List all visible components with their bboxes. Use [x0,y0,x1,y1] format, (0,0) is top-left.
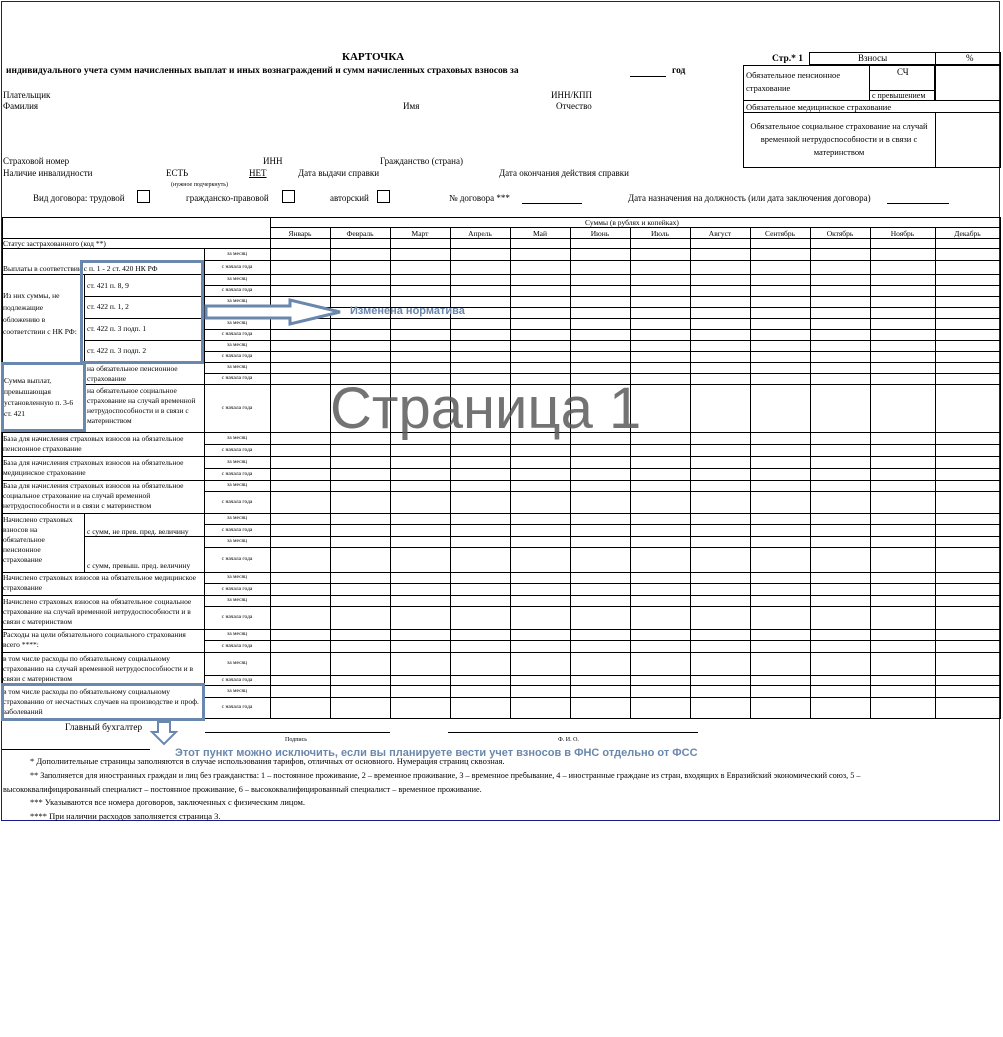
right-arrow-icon [206,300,340,324]
col-vznosy: Взносы [858,53,888,63]
exclude-note: Этот пункт можно исключить, если вы планируете вести учет взносов в ФНС отдельно от ФСС [175,747,698,759]
expenses-total-label: Расходы на цели обязательного социального страхования всего ****: [3,630,186,649]
underline-note: (нужное подчеркнуть) [171,182,228,188]
footnote-separator [2,749,150,750]
period-month-label: за месяц [227,631,247,637]
nontax-group-label: Из них суммы, не подлежащие обложению в соответствии с НК РФ: [3,291,77,336]
period-month-label: за месяц [227,342,247,348]
insurance-no-label: Страховой номер [3,156,70,166]
year-label: год [672,66,686,76]
period-year-label: с начала года [221,446,253,453]
month-header: Апрель [468,229,492,238]
footnote-4: **** При наличии расходов заполняется страница 3. [30,811,221,821]
civil-label: гражданско-правовой [186,193,269,203]
month-header: Февраль [346,229,374,238]
period-month-label: за месяц [227,515,247,521]
doc-title: КАРТОЧКА [342,51,405,63]
period-month-label: за месяц [227,434,247,441]
period-month-label: за месяц [227,298,247,304]
author-label: авторский [330,193,369,203]
down-arrow-icon [152,722,176,744]
footnote-1: * Дополнительные страницы заполняются в случае использования тарифов, отличных от основного. Нумерация страниц сквозная. [30,756,505,766]
expenses-vnim-label: в том числе расходы по обязательному социальному страхованию на случай временной нетрудоспособности и в связи с материнством [3,654,194,683]
contract-type-label: Вид договора: трудовой [33,193,125,203]
appoint-date-label: Дата назначения на должность (или дата заключения договора) [628,193,871,203]
period-month-label: за месяц [227,538,247,544]
month-header: Март [411,229,429,238]
period-year-label: с начала года [221,704,253,710]
contract-no-label: № договора *** [449,193,510,203]
changed-norm-note: Изменена норматива [350,305,465,317]
accr-oss-label: Начислено страховых взносов на обязательное социальное страхование на случай временной нетрудоспособности и в связи с материнством [3,597,192,626]
oms-label: Обязательное медицинское страхование [746,102,892,112]
footnote-3: *** Указываются все номера договоров, заключенных с физическим лицом. [30,797,306,807]
accr-ops-group-label: Начислено страховых взносов на обязательное пенсионное страхование [3,515,73,564]
period-month-label: за месяц [227,687,247,694]
period-year-label: с начала года [221,404,253,411]
period-month-label: за месяц [227,574,247,580]
chief-accountant-label: Главный бухгалтер [65,723,143,733]
oss-label: Обязательное социальное страхование на случай временной нетрудоспособности и в связи с материнством [750,121,928,157]
cert-date-label: Дата выдачи справки [298,168,380,178]
accr-oms-label: Начислено страховых взносов на обязательное медицинское страхование [3,573,196,592]
art-421-label: ст. 421 п. 8, 9 [87,281,129,290]
fio-caption: Ф. И. О. [558,737,579,743]
status-row-label: Статус застрахованного (код **) [3,239,106,248]
footnote-2b: высококвалифицированный специалист – постоянное проживание, 6 – высококвалифицированный специалист – временное проживание. [3,785,482,794]
base-oms-label: База для начисления страховых взносов на обязательное медицинское страхование [3,458,184,477]
excess-oss-label: на обязательное социальное страхование на случай временной нетрудоспособности и в связи с материнством [87,386,196,425]
sch-label: СЧ [897,67,909,77]
month-header: Июль [651,229,669,238]
month-header: Июнь [590,229,610,238]
art-422-12-label: ст. 422 п. 1, 2 [87,302,129,311]
doc-subtitle: индивидуального учета сумм начисленных выплат и иных вознаграждений и сумм начисленных страховых взносов за [6,66,519,76]
period-month-label: за месяц [227,482,247,488]
period-month-label: за месяц [227,320,247,326]
inn-kpp-label: ИНН/КПП [551,90,593,100]
period-month-label: за месяц [227,458,247,465]
excess-group-label: Сумма выплат, превышающая установленную п. 3-6 ст. 421 [4,376,74,418]
period-year-label: с начала года [221,526,253,533]
disability-label: Наличие инвалидности [3,168,93,178]
period-year-label: с начала года [221,287,253,293]
inn-label: ИНН [263,156,283,166]
period-year-label: с начала года [221,498,253,505]
period-year-label: с начала года [221,642,253,649]
expenses-ns-label: в том числе расходы по обязательному социальному страхованию от несчастных случаев на производстве и проф. заболеваний [3,687,199,716]
art-422-32-label: ст. 422 п. 3 подп. 2 [87,346,147,355]
sign-caption: Подпись [285,737,308,743]
base-ops-label: База для начисления страховых взносов на обязательное пенсионное страхование [3,434,184,453]
period-month-label: за месяц [227,276,247,282]
ops-label: Обязательное пенсионное страхование [746,70,841,93]
fio-line[interactable] [448,732,698,733]
period-year-label: с начала года [221,470,253,477]
month-header: Май [532,229,547,238]
patronymic-label: Отчество [556,101,592,111]
month-header: Август [708,229,732,238]
payments-420-label: Выплаты в соответствии с п. 1 - 2 ст. 420 НК РФ [3,264,158,273]
period-year-label: с начала года [221,263,253,270]
base-oss-label: База для начисления страховых взносов на обязательное социальное страхование на случай временной нетрудоспособности и в связи с материнством [3,481,184,510]
period-year-label: с начала года [221,676,253,683]
month-header: Декабрь [954,229,981,238]
excess-label: с превышением [872,91,926,100]
footnote-2a: ** Заполняется для иностранных граждан и лиц без гражданства: 1 – постоянное проживание, 2 – временное проживание, 3 – временное пребывание, 4 – иностранные граждане из стран, входящих в Евразийский экономический союз, 5 – [30,771,861,780]
month-header: Ноябрь [890,229,915,238]
period-year-label: с начала года [221,353,253,359]
signature-line[interactable] [205,732,390,733]
col-pct: % [966,53,974,63]
period-year-label: с начала года [221,585,253,592]
excess-ops-label: на обязательное пенсионное страхование [87,364,178,383]
period-month-label: за месяц [227,597,247,603]
period-month-label: за месяц [227,364,247,370]
month-header: Октябрь [826,229,854,238]
disability-yes[interactable]: ЕСТЬ [166,168,189,178]
period-month-label: за месяц [227,250,247,257]
accr-ops-under-label: с сумм, не прев. пред. величину [87,527,189,536]
page-watermark: Страница 1 [330,376,642,441]
sums-header: Суммы (в рублях и копейках) [585,218,679,227]
page-ref: Стр.* 1 [772,54,804,64]
name-label: Имя [403,101,420,111]
period-month-label: за месяц [227,660,247,666]
period-year-label: с начала года [221,614,253,620]
period-year-label: с начала года [221,331,253,337]
period-year-label: с начала года [221,375,253,381]
disability-no[interactable]: НЕТ [249,168,267,178]
month-header: Январь [288,229,312,238]
month-header: Сентябрь [764,229,796,238]
citizenship-label: Гражданство (страна) [380,156,463,166]
accr-ops-over-label: с сумм, превыш. пред. величину [87,561,191,570]
payer-label: Плательщик [3,90,51,100]
cert-end-label: Дата окончания действия справки [499,168,629,178]
art-422-31-label: ст. 422 п. 3 подп. 1 [87,324,147,333]
surname-label: Фамилия [3,101,39,111]
period-year-label: с начала года [221,556,253,562]
